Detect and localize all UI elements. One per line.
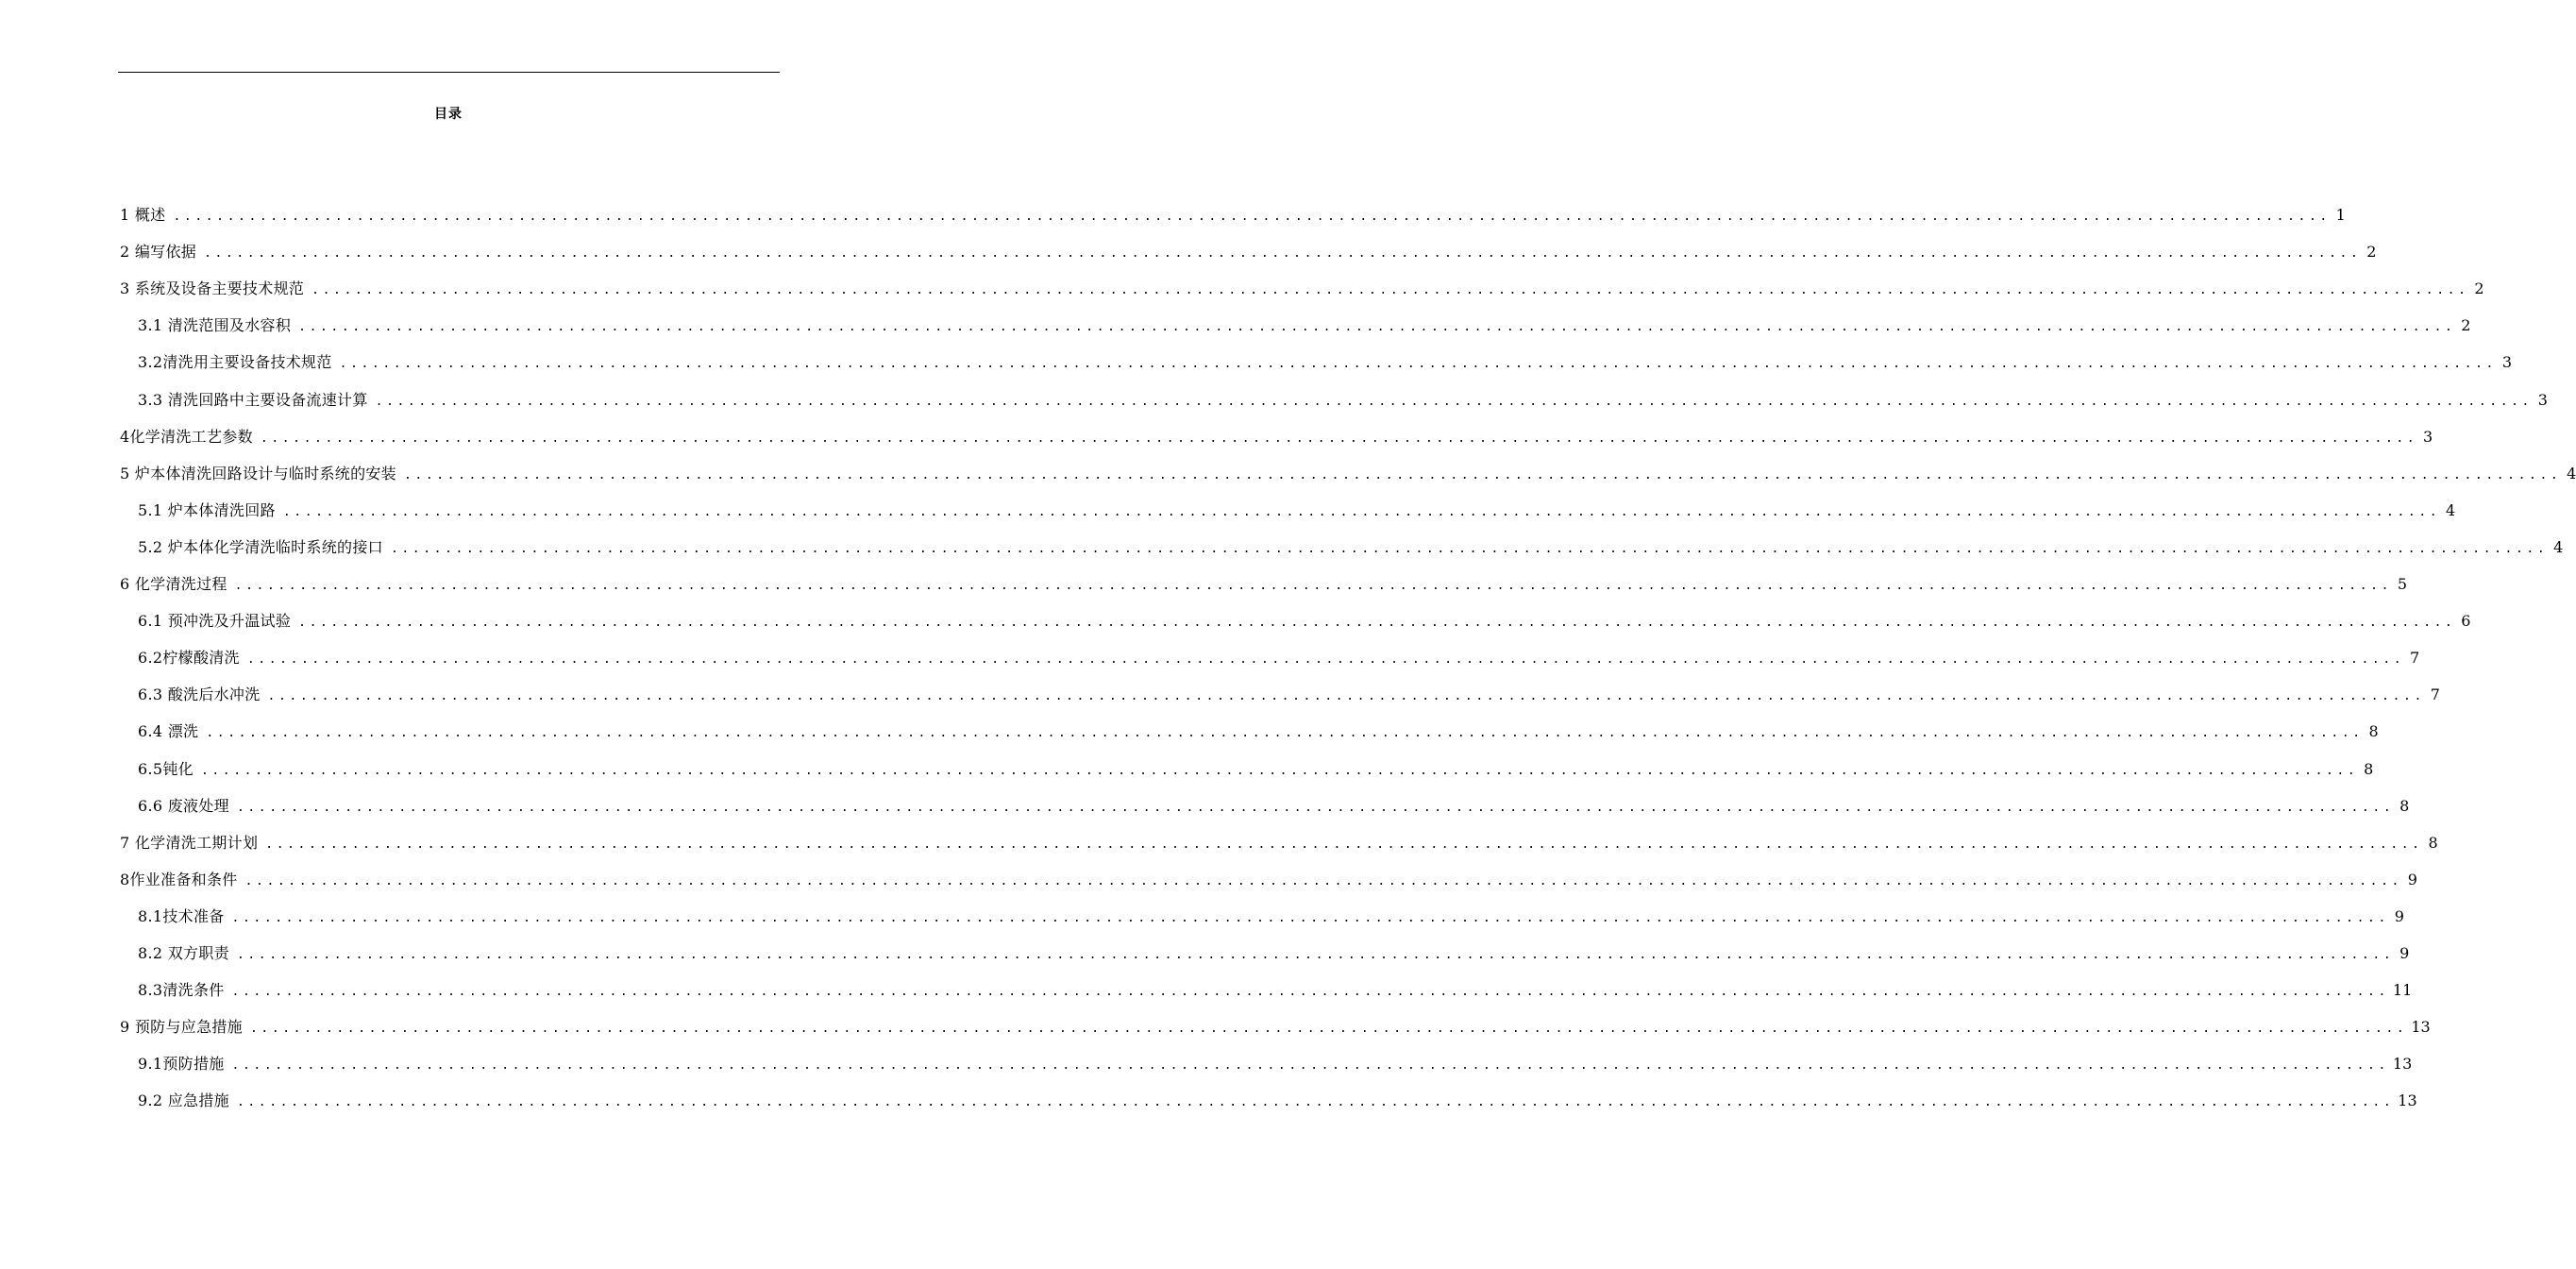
toc-dot-leader: ........................................................................................................................................................................................................: [236, 948, 2395, 962]
toc-entry-page-number: 6: [2461, 612, 2471, 631]
toc-entry[interactable]: [138, 794, 2410, 819]
toc-entry-page-number: 2: [2461, 316, 2471, 335]
toc-entry-label: 5.2 炉本体化学清洗临时系统的接口: [138, 537, 383, 556]
toc-entry[interactable]: [120, 868, 2417, 892]
toc-entry-label: 7 化学清洗工期计划: [120, 833, 259, 852]
toc-entry-label: 6.5钝化: [138, 759, 194, 778]
toc-entry-label: 6.4 漂洗: [138, 722, 199, 741]
toc-dot-leader: ........................................................................................................................................................................................................: [390, 541, 2549, 556]
toc-entry[interactable]: [138, 941, 2410, 966]
toc-dot-leader: ........................................................................................................................................................................................................: [204, 246, 2362, 262]
toc-entry-page-number: 3: [2537, 390, 2548, 409]
toc-entry-page-number: 11: [2392, 981, 2413, 1000]
toc-entry-page-number: 4: [2567, 464, 2576, 482]
toc-entry-page-number: 8: [2399, 796, 2410, 815]
toc-entry[interactable]: [138, 757, 2374, 782]
toc-entry-label: 6.3 酸洗后水冲洗: [138, 685, 261, 704]
toc-entry-label: 8.1技术准备: [138, 906, 225, 925]
toc-entry-page-number: 4: [2553, 537, 2564, 556]
toc-dot-leader: ........................................................................................................................................................................................................: [375, 394, 2533, 409]
toc-dot-leader: ........................................................................................................................................................................................................: [231, 985, 2389, 1000]
toc-entry[interactable]: [138, 978, 2413, 1003]
toc-dot-leader: ........................................................................................................................................................................................................: [206, 726, 2364, 741]
toc-entry[interactable]: [120, 240, 2377, 264]
toc-entry-page-number: 13: [2392, 1055, 2413, 1074]
toc-entry-label: 6.6 废液处理: [138, 796, 229, 815]
toc-entry-page-number: 9: [2399, 944, 2410, 962]
toc-entry-label: 3.1 清洗范围及水容积: [138, 316, 292, 335]
toc-entry[interactable]: [138, 646, 2420, 670]
toc-entry[interactable]: [138, 905, 2404, 929]
toc-entry[interactable]: [120, 462, 2576, 486]
toc-entry-label: 1 概述: [120, 206, 166, 224]
toc-dot-leader: ........................................................................................................................................................................................................: [403, 467, 2562, 482]
toc-entry-page-number: 8: [2364, 759, 2374, 778]
toc-dot-leader: ........................................................................................................................................................................................................: [282, 504, 2441, 519]
toc-entry[interactable]: [138, 535, 2564, 560]
toc-entry-label: 8作业准备和条件: [120, 870, 238, 888]
toc-entry-label: 3.2清洗用主要设备技术规范: [138, 353, 332, 372]
toc-dot-leader: ........................................................................................................................................................................................................: [267, 689, 2425, 704]
toc-entry-label: 9.2 应急措施: [138, 1091, 229, 1110]
toc-entry-page-number: 13: [2398, 1091, 2417, 1110]
toc-dot-leader: ........................................................................................................................................................................................................: [231, 910, 2389, 925]
toc-entry-label: 8.3清洗条件: [138, 981, 225, 1000]
toc-entry-page-number: 7: [2430, 685, 2440, 704]
toc-entry[interactable]: [138, 350, 2512, 375]
toc-dot-leader: ........................................................................................................................................................................................................: [231, 1058, 2389, 1074]
toc-entry-page-number: 13: [2411, 1018, 2431, 1037]
toc-entry-page-number: 8: [2428, 833, 2438, 852]
toc-entry-page-number: 7: [2410, 649, 2420, 668]
toc-entry[interactable]: [138, 388, 2548, 413]
toc-entry-page-number: 3: [2501, 353, 2512, 372]
toc-dot-leader: ........................................................................................................................................................................................................: [244, 873, 2402, 888]
toc-entry[interactable]: [138, 1052, 2413, 1076]
toc-entry[interactable]: [138, 499, 2456, 523]
toc-dot-leader: ........................................................................................................................................................................................................: [260, 431, 2418, 446]
toc-entry[interactable]: [120, 1015, 2431, 1040]
toc-dot-leader: ........................................................................................................................................................................................................: [298, 616, 2456, 631]
toc-dot-leader: ........................................................................................................................................................................................................: [236, 800, 2395, 815]
toc-entry-label: 6.2柠檬酸清洗: [138, 649, 240, 668]
toc-dot-leader: ........................................................................................................................................................................................................: [298, 320, 2456, 335]
toc-entry[interactable]: [138, 683, 2440, 707]
toc-entry-page-number: 9: [2407, 870, 2417, 888]
toc-entry-page-number: 5: [2397, 575, 2408, 593]
toc-entry-page-number: 4: [2446, 500, 2456, 519]
toc-entry-page-number: 9: [2394, 906, 2404, 925]
toc-entry-label: 6 化学清洗过程: [120, 575, 227, 593]
toc-entry-page-number: 3: [2423, 427, 2433, 446]
toc-entry-label: 3.3 清洗回路中主要设备流速计算: [138, 390, 368, 409]
toc-dot-leader: ........................................................................................................................................................................................................: [234, 579, 2393, 593]
toc-entry[interactable]: [120, 572, 2408, 597]
toc-entry[interactable]: [138, 313, 2471, 338]
toc-entry-label: 4化学清洗工艺参数: [120, 427, 253, 446]
toc-entry[interactable]: [138, 719, 2379, 744]
toc-dot-leader: ........................................................................................................................................................................................................: [246, 652, 2405, 668]
toc-entry-label: 5 炉本体清洗回路设计与临时系统的安装: [120, 464, 396, 482]
toc-dot-leader: ........................................................................................................................................................................................................: [200, 763, 2359, 778]
toc-entry-page-number: 8: [2368, 722, 2379, 741]
toc-entry-label: 8.2 双方职责: [138, 944, 229, 962]
toc-entry[interactable]: [138, 609, 2471, 634]
toc-entry-page-number: 2: [2366, 243, 2377, 262]
toc-dot-leader: ........................................................................................................................................................................................................: [236, 1095, 2395, 1110]
toc-entry[interactable]: [138, 1089, 2417, 1113]
toc-entry-page-number: 2: [2474, 279, 2484, 298]
toc-entry[interactable]: [120, 831, 2438, 855]
toc-dot-leader: ........................................................................................................................................................................................................: [311, 283, 2469, 298]
toc-entry-label: 9.1预防措施: [138, 1055, 225, 1074]
toc-title: 目录: [434, 107, 463, 122]
toc-entry[interactable]: [120, 203, 2346, 228]
toc-entry-label: 6.1 预冲洗及升温试验: [138, 612, 292, 631]
toc-entry[interactable]: [120, 425, 2433, 449]
toc-dot-leader: ........................................................................................................................................................................................................: [339, 357, 2497, 372]
toc-dot-leader: ........................................................................................................................................................................................................: [265, 837, 2423, 852]
toc-entry-label: 3 系统及设备主要技术规范: [120, 279, 305, 298]
toc-entry-label: 2 编写依据: [120, 243, 197, 262]
toc-entry-label: 5.1 炉本体清洗回路: [138, 500, 276, 519]
toc-dot-leader: ........................................................................................................................................................................................................: [173, 210, 2331, 224]
toc-dot-leader: ........................................................................................................................................................................................................: [249, 1022, 2408, 1037]
toc-entry[interactable]: [120, 277, 2484, 301]
toc-entry-label: 9 预防与应急措施: [120, 1018, 243, 1037]
toc-entry-page-number: 1: [2335, 206, 2346, 224]
